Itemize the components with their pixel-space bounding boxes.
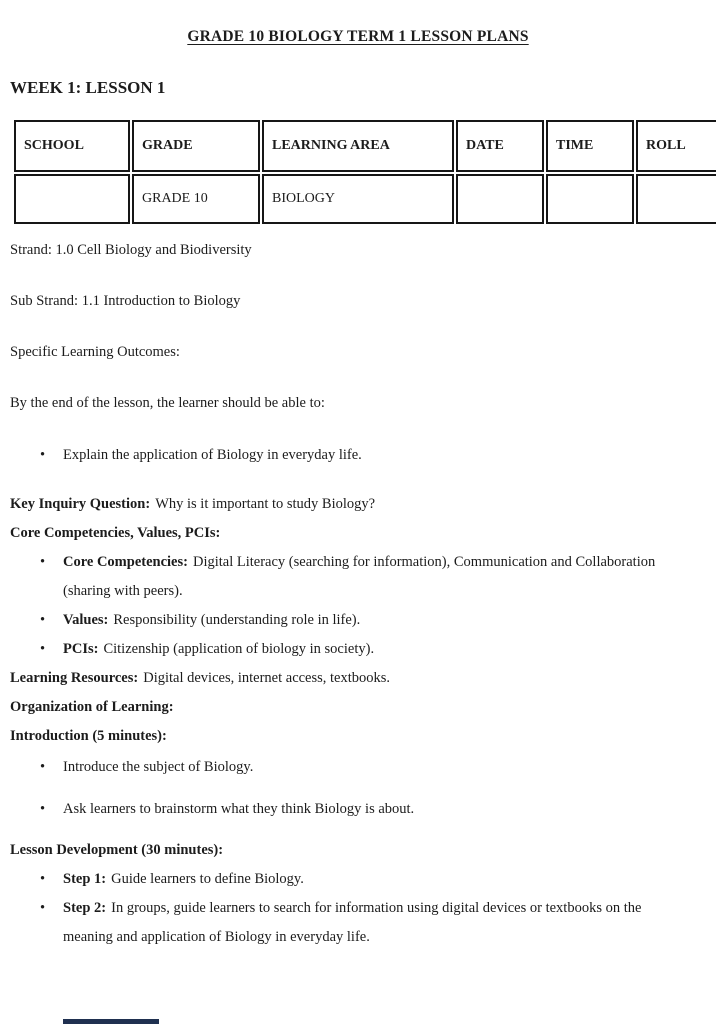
competency-text: [63, 635, 374, 664]
competency-text: [63, 606, 360, 635]
outcomes-heading: Specific Learning Outcomes:: [10, 344, 180, 361]
competency-value: Citizenship (application of biology in society).: [103, 640, 375, 657]
table-header-row: [14, 120, 716, 172]
step-value: In groups, guide learners to search for information using digital devices or textbooks on the meaning and application of Biology in everyday life.: [63, 899, 642, 945]
outcome-item: [40, 446, 706, 464]
introduction-bullet: [40, 753, 706, 782]
bullet-marker: [40, 446, 63, 464]
step-item-1: [40, 865, 706, 894]
competency-label: Core Competencies:: [63, 553, 188, 570]
resources-text: Digital devices, internet access, textbooks.: [143, 669, 391, 686]
competency-item-values: [40, 606, 706, 635]
competency-value: Responsibility (understanding role in life).: [113, 611, 361, 628]
competency-item-core: [40, 548, 706, 606]
step-text: [63, 894, 663, 952]
key-inquiry-text: Why is it important to study Biology?: [155, 495, 376, 512]
cell-roll-value: [636, 174, 716, 224]
cell-learning-area-value: BIOLOGY: [262, 174, 454, 224]
col-header-learning-area: LEARNING AREA: [262, 120, 454, 172]
strand-line: Strand: 1.0 Cell Biology and Biodiversity: [10, 242, 252, 258]
introduction-bullet-text: Introduce the subject of Biology.: [63, 758, 254, 775]
col-header-roll: ROLL: [636, 120, 716, 172]
cell-school-value: [14, 174, 130, 224]
cell-date-value: [456, 174, 544, 224]
lesson-development-heading: Lesson Development (30 minutes):: [10, 841, 224, 858]
step-item-2: [40, 894, 706, 952]
resources-label: Learning Resources:: [10, 669, 139, 686]
sub-strand-line: Sub Strand: 1.1 Introduction to Biology: [10, 293, 241, 310]
bullet-marker: [40, 635, 63, 664]
key-inquiry-line: [10, 490, 706, 519]
step-label: Step 1:: [63, 870, 107, 887]
competency-text: [63, 548, 663, 606]
col-header-school: SCHOOL: [14, 120, 130, 172]
competency-value: Digital Literacy (searching for information), Communication and Collaboration (sharing with peers).: [63, 553, 656, 599]
next-page-table-edge-fragment: [63, 1019, 159, 1024]
cell-grade-value: GRADE 10: [132, 174, 260, 224]
step-value: Guide learners to define Biology.: [111, 870, 304, 887]
resources-line: [10, 664, 706, 693]
step-text: [63, 865, 304, 894]
outcome-text: Explain the application of Biology in everyday life.: [63, 446, 362, 463]
doc-title: GRADE 10 BIOLOGY TERM 1 LESSON PLANS: [187, 28, 529, 45]
introduction-heading: Introduction (5 minutes):: [10, 727, 167, 744]
competency-item-pcis: [40, 635, 706, 664]
competency-label: PCIs:: [63, 640, 99, 657]
bullet-marker: [40, 865, 63, 894]
competency-label: Values:: [63, 611, 109, 628]
bullet-marker: [40, 894, 63, 952]
introduction-bullet-text: Ask learners to brainstorm what they think Biology is about.: [63, 800, 415, 817]
col-header-time: TIME: [546, 120, 634, 172]
week-heading: WEEK 1: LESSON 1: [10, 78, 166, 97]
key-inquiry-label: Key Inquiry Question:: [10, 495, 151, 512]
organization-heading: Organization of Learning:: [10, 698, 174, 715]
step-label: Step 2:: [63, 899, 107, 916]
table-value-row: [14, 174, 716, 224]
lesson-info-table: [12, 118, 716, 226]
introduction-bullet: [40, 795, 706, 824]
bullet-marker: [40, 753, 63, 782]
bullet-marker: [40, 606, 63, 635]
bullet-marker: [40, 548, 63, 606]
competencies-heading: Core Competencies, Values, PCIs:: [10, 524, 221, 541]
col-header-date: DATE: [456, 120, 544, 172]
col-header-grade: GRADE: [132, 120, 260, 172]
cell-time-value: [546, 174, 634, 224]
bullet-marker: [40, 795, 63, 824]
outcomes-intro: By the end of the lesson, the learner should be able to:: [10, 395, 325, 412]
